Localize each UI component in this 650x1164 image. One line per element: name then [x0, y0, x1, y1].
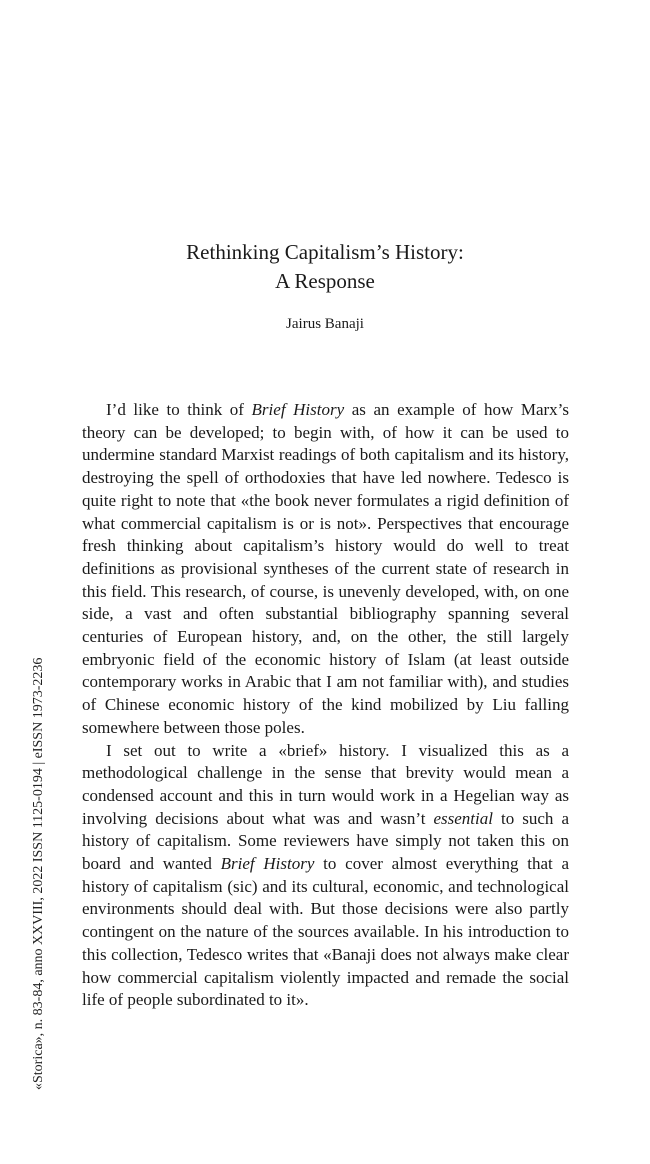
text-run: as an example of how Marx’s theory can be developed; to begin with, of how it can be used to undermine standard Marxist readings of both capitalism and its history, destroying the spell of orthodoxies that have led nowhere. Tedesco is quite right to note that «the book never formulates a rigid definition of what commercial capitalism is or is not». Perspectives that encourage fresh thinking about capitalism’s history would do well to treat definitions as provisional syntheses of the current state of research in this field. This research, of course, is unevenly developed, with, on one side, a vast and often substantial bibliography spanning several centuries of European history, and, on the other, the still largely embryonic field of the economic history of Islam (at least outside contemporary works in Arabic that I am not familiar with), and studies of Chinese economic history of the kind mobilized by Liu falling somewhere between those poles. [82, 400, 569, 737]
text-run: I set out to write a «brief» history. I visualized this as a methodological challenge in the sense that brevity would mean a condensed account and this in turn would work in a Hegelian way as involving decisions about what was and wasn’t [82, 740, 569, 828]
italic-run: Brief History [220, 854, 315, 874]
text-run: I’d like to think of [106, 400, 252, 419]
italic-run: essential [433, 808, 493, 828]
text-run: to such a history of capitalism. Some reviewers have simply not taken this on board and wanted [82, 808, 569, 874]
text-run: to cover almost everything that a history of capitalism (sic) and its cultural, economic, and technological environments should deal with. But those decisions were also partly contingent on the nature of the sources available. In his introduction to this collection, Tedesco writes that «Banaji does not always make clear how commercial capitalism violently impacted and remade the social life of people subordinated to it». [82, 854, 570, 1010]
paragraph-1 [82, 399, 569, 740]
author-name: Jairus Banaji [286, 316, 364, 332]
italic-run: Brief History [251, 400, 345, 419]
title-line-1: Rethinking Capitalism’s History: [186, 240, 464, 264]
article-body [82, 399, 569, 1012]
journal-citation-sidebar: «Storica», n. 83-84, anno XXVIII, 2022 ISSN 1125-0194 | eISSN 1973-2236 [31, 657, 46, 1090]
paragraph-2 [82, 740, 569, 1012]
title-line-2: A Response [275, 269, 375, 293]
article-title [0, 238, 650, 296]
